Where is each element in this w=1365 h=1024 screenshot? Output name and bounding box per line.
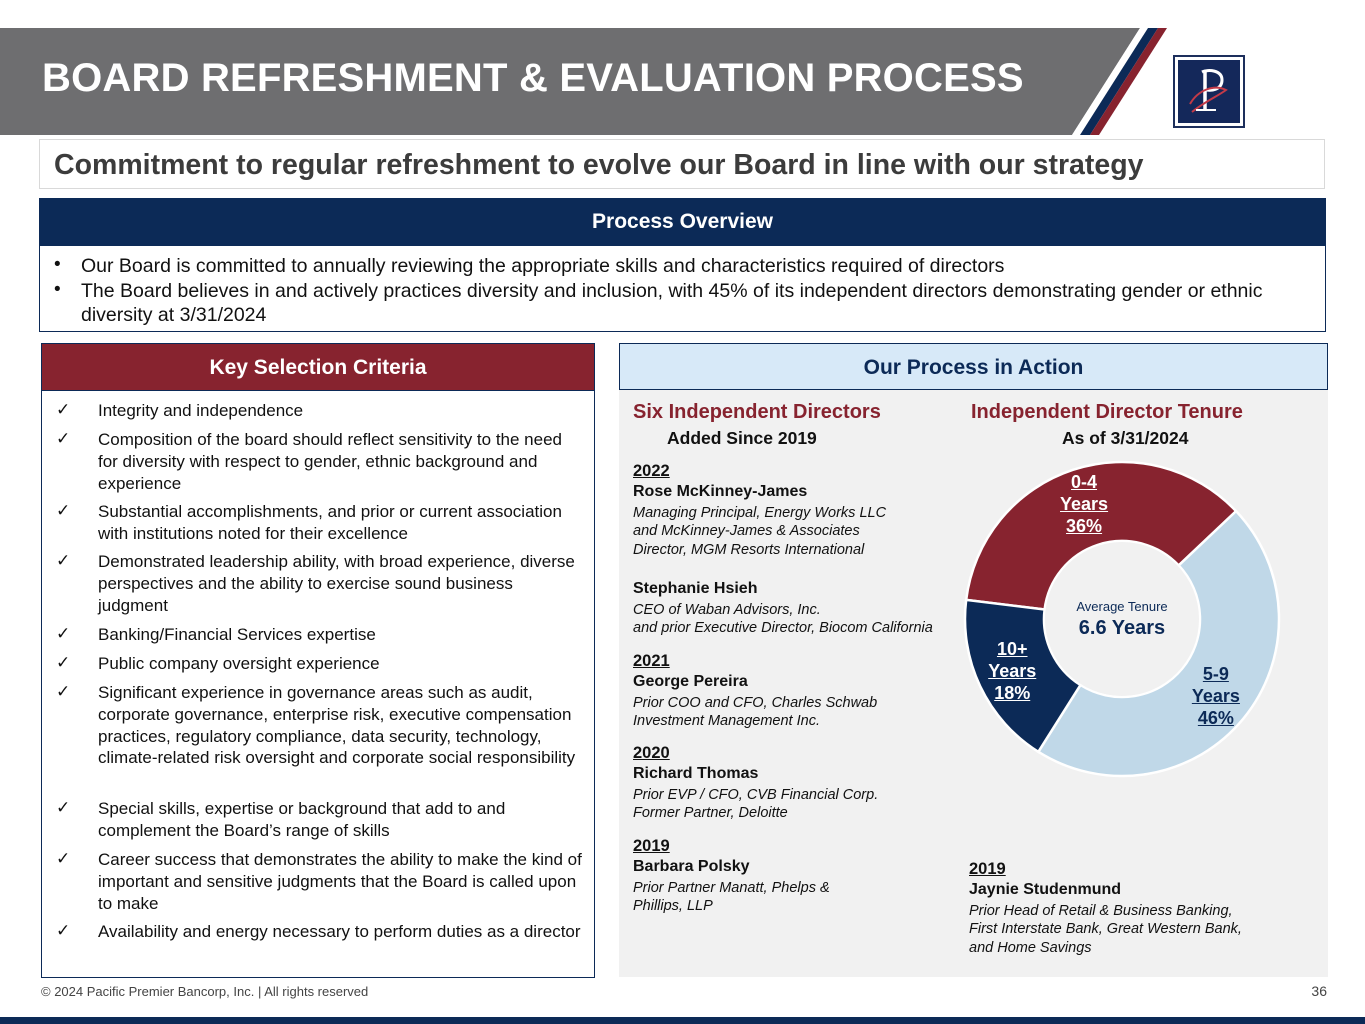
- criteria-item: Composition of the board should reflect sensitivity to the need for diversity with respect to gender, ethnic background and experience: [98, 430, 562, 493]
- checkmark-icon: ✓: [56, 624, 71, 643]
- director-name: Rose McKinney-James: [633, 483, 808, 500]
- slice-label-line: 36%: [1066, 515, 1103, 536]
- slice-label-line: 18%: [994, 683, 1031, 704]
- slice-label-line: 46%: [1197, 708, 1234, 729]
- subtitle: Commitment to regular refreshment to evolve our Board in line with our strategy: [54, 149, 1144, 181]
- director-description: Prior Head of Retail & Business Banking,: [969, 903, 1233, 919]
- donut-slice-label: [1039, 471, 1129, 537]
- bullet-icon: •: [54, 254, 61, 275]
- slice-label-line: 5-9: [1202, 664, 1229, 685]
- tenure-subtitle: As of 3/31/2024: [1062, 428, 1189, 448]
- checkmark-icon: ✓: [56, 501, 71, 520]
- director-description: Director, MGM Resorts International: [633, 541, 865, 558]
- pacific-premier-logo-icon: [1173, 55, 1245, 128]
- director-description: Prior Partner Manatt, Phelps &: [633, 880, 830, 896]
- slice-label-line: Years: [1060, 493, 1109, 514]
- footer-band: [0, 1017, 1365, 1024]
- average-tenure-value: 6.6 Years: [1078, 617, 1166, 639]
- tenure-title: Independent Director Tenure: [971, 401, 1243, 423]
- slice-label-line: Years: [988, 661, 1037, 682]
- director-description: and McKinney-James & Associates: [633, 523, 860, 540]
- process-overview-header: Process Overview: [39, 198, 1326, 246]
- director-year: 2021: [633, 652, 670, 670]
- director-year: 2019: [969, 860, 1006, 878]
- process-overview-bullet: The Board believes in and actively practices diversity and inclusion, with 45% of its independent directors demonstrating gender or ethnic diversity at 3/31/2024: [81, 280, 1263, 326]
- director-name: Barbara Polsky: [633, 858, 750, 875]
- checkmark-icon: ✓: [56, 798, 71, 817]
- director-description: and Home Savings: [969, 939, 1092, 956]
- checkmark-icon: ✓: [56, 653, 71, 672]
- director-name: Jaynie Studenmund: [969, 881, 1122, 898]
- criteria-item: Banking/Financial Services expertise: [98, 625, 376, 644]
- checkmark-icon: ✓: [56, 682, 71, 701]
- donut-slice-label: [967, 638, 1057, 704]
- checkmark-icon: ✓: [56, 429, 71, 448]
- slice-label-line: Years: [1191, 686, 1240, 707]
- checkmark-icon: ✓: [56, 400, 71, 419]
- criteria-item: Career success that demonstrates the ability to make the kind of important and sensitive judgments that the Board is called upon to make: [98, 850, 582, 913]
- key-selection-criteria-header: Key Selection Criteria: [41, 343, 595, 391]
- director-year: 2022: [633, 462, 670, 480]
- criteria-item: Special skills, expertise or background that add to and complement the Board’s range of skills: [98, 799, 506, 840]
- directors-subtitle: Added Since 2019: [667, 428, 817, 448]
- director-description: Investment Management Inc.: [633, 713, 820, 730]
- director-year: 2020: [633, 744, 670, 762]
- slice-label-line: 10+: [996, 639, 1028, 660]
- bullet-icon: •: [54, 279, 61, 300]
- process-in-action-header: Our Process in Action: [619, 343, 1328, 390]
- page-title: BOARD REFRESHMENT & EVALUATION PROCESS: [42, 56, 1024, 100]
- donut-slice-label: [1171, 663, 1261, 729]
- criteria-item: Availability and energy necessary to perform duties as a director: [98, 922, 581, 941]
- director-description: CEO of Waban Advisors, Inc.: [633, 602, 821, 618]
- criteria-item: Public company oversight experience: [98, 654, 380, 673]
- checkmark-icon: ✓: [56, 921, 71, 940]
- criteria-item: Demonstrated leadership ability, with broad experience, diverse perspectives and the ability to exercise sound business judgment: [98, 552, 575, 615]
- director-name: George Pereira: [633, 673, 748, 690]
- director-description: First Interstate Bank, Great Western Bank,: [969, 921, 1242, 938]
- director-description: Prior EVP / CFO, CVB Financial Corp.: [633, 787, 879, 803]
- criteria-item: Significant experience in governance areas such as audit, corporate governance, enterprise risk, executive compensation practices, regulatory compliance, data security, technology, climate-related risk oversight and corporate social responsibility: [98, 683, 576, 768]
- checkmark-icon: ✓: [56, 849, 71, 868]
- page-number: 36: [1311, 983, 1327, 999]
- director-description: and prior Executive Director, Biocom California: [633, 620, 933, 637]
- director-description: Phillips, LLP: [633, 898, 713, 915]
- copyright-text: © 2024 Pacific Premier Bancorp, Inc. | All rights reserved: [41, 984, 369, 999]
- director-name: Richard Thomas: [633, 765, 759, 782]
- director-description: Prior COO and CFO, Charles Schwab: [633, 695, 878, 711]
- criteria-item: Integrity and independence: [98, 401, 304, 420]
- process-overview-bullet: Our Board is committed to annually reviewing the appropriate skills and characteristics required of directors: [81, 255, 1005, 277]
- director-year: 2019: [633, 837, 670, 855]
- criteria-item: Substantial accomplishments, and prior or current association with institutions noted for their excellence: [98, 502, 562, 543]
- directors-title: Six Independent Directors: [633, 401, 881, 423]
- checkmark-icon: ✓: [56, 551, 71, 570]
- slice-label-line: 0-4: [1071, 471, 1098, 492]
- director-description: Managing Principal, Energy Works LLC: [633, 505, 887, 521]
- director-description: Former Partner, Deloitte: [633, 805, 788, 822]
- average-tenure-label: Average Tenure: [1076, 599, 1168, 614]
- director-name: Stephanie Hsieh: [633, 580, 758, 597]
